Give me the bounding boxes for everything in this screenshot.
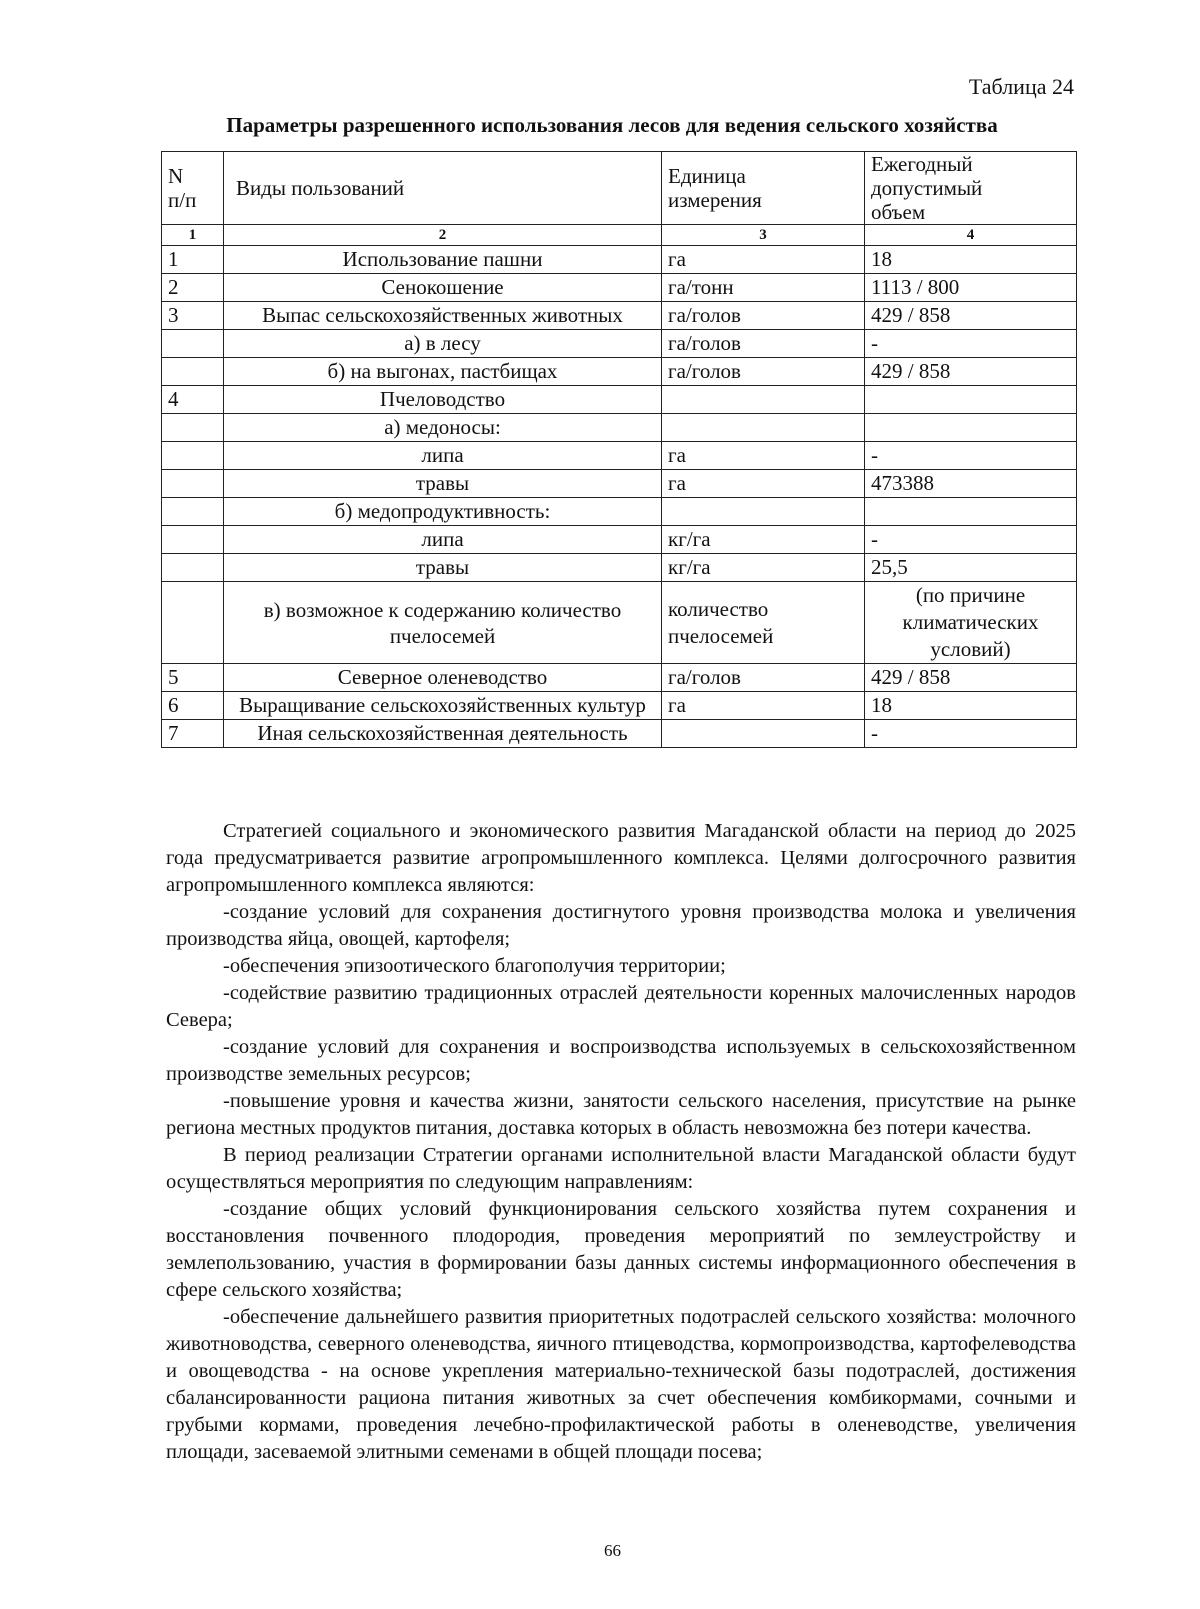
column-number: 4 <box>865 225 1077 246</box>
row-unit-cell: кг/га <box>662 554 865 582</box>
row-unit-cell: га <box>662 692 865 720</box>
row-volume-cell: 429 / 858 <box>865 358 1077 386</box>
row-number-cell: 1 <box>162 246 224 274</box>
row-volume-cell <box>865 498 1077 526</box>
table-row <box>162 720 1077 748</box>
table-row <box>162 302 1077 330</box>
page-number: 66 <box>604 1541 621 1560</box>
row-number-cell <box>162 414 224 442</box>
row-number-cell: 6 <box>162 692 224 720</box>
header-num: N п/п <box>162 152 224 225</box>
table-row <box>162 386 1077 414</box>
row-unit-cell: га/голов <box>662 330 865 358</box>
row-unit-cell: га <box>662 442 865 470</box>
row-number-cell: 5 <box>162 664 224 692</box>
header-kind: Виды пользований <box>224 152 662 225</box>
row-kind-cell: Выпас сельскохозяйственных животных <box>224 302 662 330</box>
row-number-cell: 3 <box>162 302 224 330</box>
row-kind-cell: в) возможное к содержанию количество пчелосемей <box>224 582 662 664</box>
table-number: Таблица 24 <box>968 74 1074 99</box>
row-kind-cell: б) на выгонах, пастбищах <box>224 358 662 386</box>
row-number-cell <box>162 470 224 498</box>
row-number-cell: 2 <box>162 274 224 302</box>
row-kind-cell: Сенокошение <box>224 274 662 302</box>
paragraph: -создание условий для сохранения достигнутого уровня производства молока и увеличения производства яйца, овощей, картофеля; <box>166 901 1076 950</box>
table-row <box>162 414 1077 442</box>
row-volume-cell: 25,5 <box>865 554 1077 582</box>
row-unit-cell <box>662 386 865 414</box>
column-number: 1 <box>162 225 224 246</box>
row-kind-cell: Использование пашни <box>224 246 662 274</box>
table-row <box>162 498 1077 526</box>
row-volume-cell: (по причине климатических условий) <box>865 582 1077 664</box>
row-unit-cell: га/голов <box>662 358 865 386</box>
table-row <box>162 358 1077 386</box>
row-unit-cell: га <box>662 470 865 498</box>
row-volume-cell: - <box>865 330 1077 358</box>
table-row <box>162 246 1077 274</box>
row-volume-cell: 429 / 858 <box>865 302 1077 330</box>
table-row <box>162 470 1077 498</box>
table-header-row <box>162 152 1077 225</box>
row-number-cell <box>162 358 224 386</box>
row-number-cell: 4 <box>162 386 224 414</box>
parameters-table <box>161 151 1077 748</box>
paragraph: -повышение уровня и качества жизни, занятости сельского населения, присутствие на рынке региона местных продуктов питания, доставка которых в область невозможна без потери качества. <box>166 1090 1076 1139</box>
paragraph: -содействие развитию традиционных отраслей деятельности коренных малочисленных народов Севера; <box>166 982 1076 1031</box>
row-unit-cell: кг/га <box>662 526 865 554</box>
body-text <box>166 818 1076 1466</box>
table-row <box>162 554 1077 582</box>
table-row <box>162 526 1077 554</box>
paragraph: -обеспечения эпизоотического благополучия территории; <box>223 955 726 977</box>
table-row <box>162 692 1077 720</box>
row-number-cell <box>162 498 224 526</box>
row-number-cell <box>162 554 224 582</box>
paragraph: Стратегией социального и экономического развития Магаданской области на период до 2025 года предусматривается развитие агропромышленного комплекса. Целями долгосрочного развития агропромышленного комплекса являются: <box>166 820 1076 896</box>
row-volume-cell: 18 <box>865 692 1077 720</box>
row-kind-cell: травы <box>224 554 662 582</box>
paragraph: -создание условий для сохранения и воспроизводства используемых в сельскохозяйственном производстве земельных ресурсов; <box>166 1036 1076 1085</box>
column-number: 3 <box>662 225 865 246</box>
paragraph: -обеспечение дальнейшего развития приоритетных подотраслей сельского хозяйства: молочного животноводства, северного оленеводства, яичного птицеводства, кормопроизводства, картофелеводства и овощеводства - на основе укрепления материально-технической базы подотраслей, достижения сбалансированности рациона питания животных за счет обеспечения комбикормами, сочными и грубыми кормами, проведения лечебно-профилактической работы в оленеводстве, увеличения площади, засеваемой элитными семенами в общей площади посева; <box>166 1306 1076 1463</box>
row-unit-cell: га/тонн <box>662 274 865 302</box>
row-volume-cell: - <box>865 720 1077 748</box>
paragraph: -создание общих условий функционирования сельского хозяйства путем сохранения и восстановления почвенного плодородия, проведения мероприятий по землеустройству и землепользованию, участия в формировании базы данных системы информационного обеспечения в сфере сельского хозяйства; <box>166 1198 1076 1301</box>
row-kind-cell: травы <box>224 470 662 498</box>
row-kind-cell: липа <box>224 442 662 470</box>
paragraph: В период реализации Стратегии органами исполнительной власти Магаданской области будут осуществляться мероприятия по следующим направлениям: <box>166 1144 1076 1193</box>
row-kind-cell: Северное оленеводство <box>224 664 662 692</box>
row-volume-cell <box>865 414 1077 442</box>
row-unit-cell: га <box>662 246 865 274</box>
row-number-cell <box>162 442 224 470</box>
column-number-row <box>162 225 1077 246</box>
row-volume-cell: 429 / 858 <box>865 664 1077 692</box>
row-kind-cell: б) медопродуктивность: <box>224 498 662 526</box>
table-row <box>162 330 1077 358</box>
row-unit-cell <box>662 720 865 748</box>
table-row <box>162 442 1077 470</box>
row-unit-cell <box>662 414 865 442</box>
row-volume-cell <box>865 386 1077 414</box>
row-kind-cell: а) медоносы: <box>224 414 662 442</box>
table-row <box>162 582 1077 664</box>
row-unit-cell: га/голов <box>662 302 865 330</box>
row-volume-cell: - <box>865 526 1077 554</box>
row-kind-cell: Иная сельскохозяйственная деятельность <box>224 720 662 748</box>
row-number-cell <box>162 582 224 664</box>
row-unit-cell <box>662 498 865 526</box>
table-row <box>162 664 1077 692</box>
row-kind-cell: Выращивание сельскохозяйственных культур <box>224 692 662 720</box>
row-kind-cell: Пчеловодство <box>224 386 662 414</box>
row-number-cell <box>162 526 224 554</box>
row-volume-cell: 473388 <box>865 470 1077 498</box>
row-volume-cell: 1113 / 800 <box>865 274 1077 302</box>
column-number: 2 <box>224 225 662 246</box>
header-unit: Единица измерения <box>662 152 865 225</box>
row-kind-cell: липа <box>224 526 662 554</box>
header-volume: Ежегодный допустимый объем <box>865 152 1077 225</box>
table-row <box>162 274 1077 302</box>
row-unit-cell: га/голов <box>662 664 865 692</box>
row-number-cell <box>162 330 224 358</box>
table-title: Параметры разрешенного использования лесов для ведения сельского хозяйства <box>226 113 998 137</box>
row-number-cell: 7 <box>162 720 224 748</box>
row-kind-cell: а) в лесу <box>224 330 662 358</box>
row-volume-cell: - <box>865 442 1077 470</box>
row-volume-cell: 18 <box>865 246 1077 274</box>
row-unit-cell: количество пчелосемей <box>662 582 865 664</box>
